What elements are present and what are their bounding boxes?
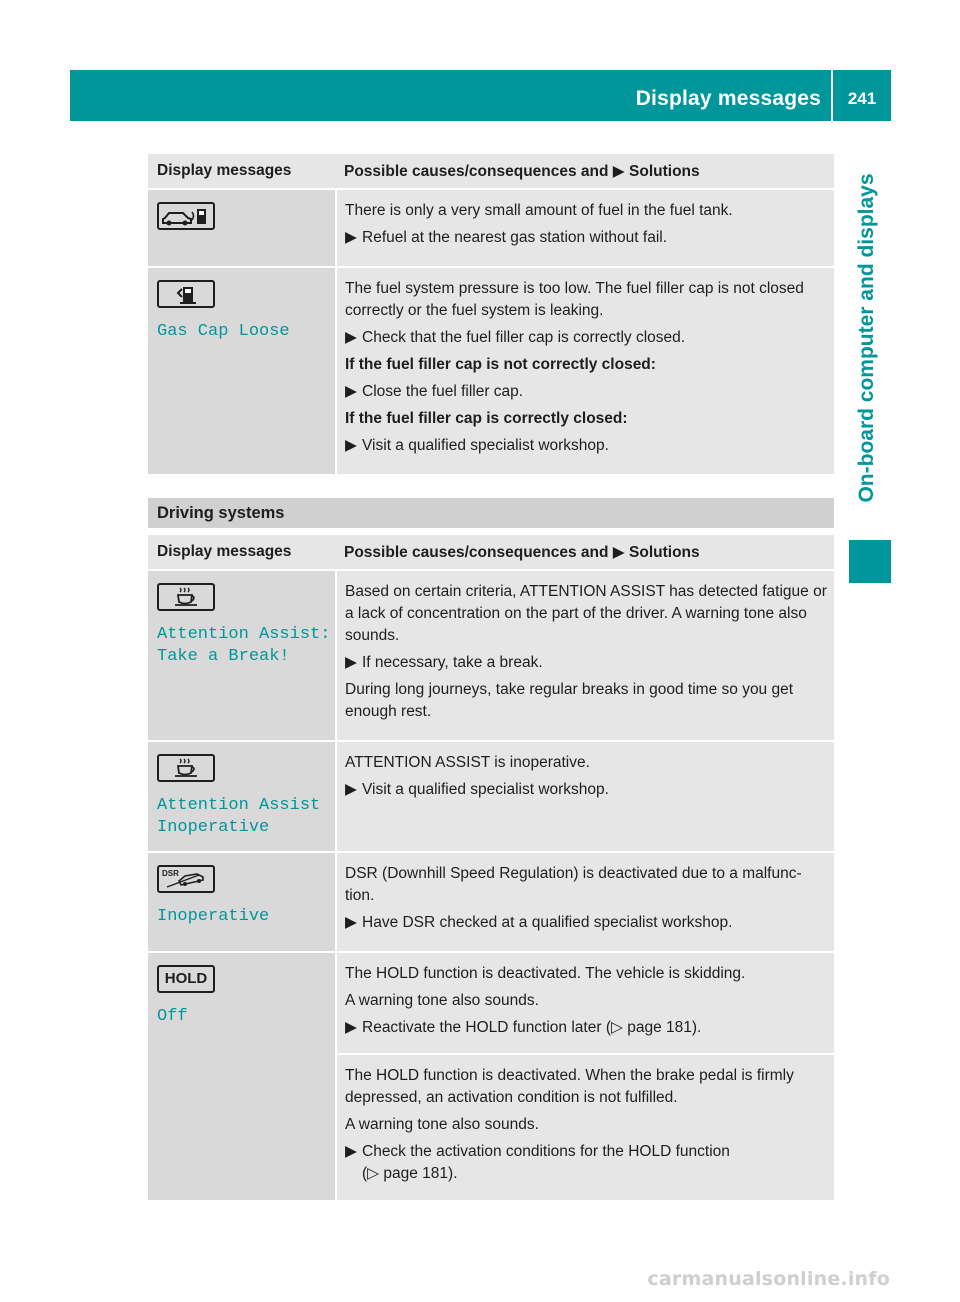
display-message: Inoperative xyxy=(157,907,270,926)
table-row: There is only a very small amount of fuel in the fuel tank. ▶ Refuel at the nearest gas station without fail. xyxy=(148,189,834,267)
side-chapter-tab xyxy=(849,142,891,535)
display-message: Attention Assist xyxy=(157,796,321,815)
display-message: Take a Break! xyxy=(157,647,290,666)
column-header-display-messages: Display messages xyxy=(148,535,336,570)
fuel-messages-table xyxy=(148,154,834,476)
condition-heading: If the fuel filler cap is not correctly closed: xyxy=(345,356,656,373)
dsr-icon-label: DSR xyxy=(162,869,179,878)
display-message: Inoperative xyxy=(157,818,270,837)
fuel-cap-icon xyxy=(157,280,215,308)
instruction-step: ▶ Refuel at the nearest gas station without fail. xyxy=(345,229,668,246)
instruction-step: ▶ If necessary, take a break. xyxy=(345,654,543,671)
table-row: Gas Cap Loose The fuel system pressure is too low. The fuel filler cap is not closed correctly or the fuel system is leaking. ▶ Check that the fuel filler cap is correctly closed. If the fuel filler cap is not correctly closed: ▶ Close the fuel filler cap. If the fuel filler cap is correctly closed: ▶ Visit a qualified specialist workshop. xyxy=(148,267,834,475)
table-row: Attention Assist Inoperative ATTENTION ASSIST is inoperative. ▶ Visit a qualified specialist workshop. xyxy=(148,741,834,852)
instruction-step: ▶ Have DSR checked at a qualified specialist workshop. xyxy=(345,914,733,931)
driving-systems-table xyxy=(148,535,834,1202)
column-header-causes: Possible causes/consequences and ▶ Solutions xyxy=(336,535,834,570)
column-header-display-messages: Display messages xyxy=(148,154,336,189)
display-message: Attention Assist: xyxy=(157,625,331,644)
instruction-step: ▶ Close the fuel filler cap. xyxy=(345,383,524,400)
watermark: carmanualsonline.info xyxy=(647,1268,890,1290)
table-header-row xyxy=(148,154,834,189)
coffee-cup-icon xyxy=(157,583,215,611)
hold-icon xyxy=(157,965,215,993)
page-number: 241 xyxy=(847,89,877,108)
row-divider xyxy=(337,1053,834,1055)
table-row: DSR Inoperative DSR (Downhill Speed Regulation) is deactivated due to a malfunc-tion. ▶ Have DSR checked at a qualified specialist workshop. xyxy=(148,852,834,952)
coffee-cup-icon xyxy=(157,754,215,782)
instruction-step: ▶ Visit a qualified specialist workshop. xyxy=(345,437,609,454)
instruction-step: ▶ Check that the fuel filler cap is correctly closed. xyxy=(345,329,686,346)
column-header-causes: Possible causes/consequences and ▶ Solutions xyxy=(336,154,834,189)
instruction-step: ▶ Visit a qualified specialist workshop. xyxy=(345,781,609,798)
section-title: Driving systems xyxy=(157,504,285,522)
triangle-icon: ▶ xyxy=(612,544,625,561)
table-row: HOLD Off The HOLD function is deactivated. The vehicle is skidding. A warning tone also sounds. ▶ Reactivate the HOLD function later (▷ page 181). The HOLD function is deactivated. When the brake pedal is firmly depressed, an activation condition is not fulfilled. A warning tone also sounds. ▶ Check the activation conditions for the HOLD function (▷ page 181). xyxy=(148,952,834,1201)
display-message: Off xyxy=(157,1007,188,1026)
low-fuel-icon xyxy=(157,202,215,230)
section-header xyxy=(148,498,834,528)
instruction-step: ▶ Reactivate the HOLD function later (▷ page 181). xyxy=(345,1019,702,1036)
dsr-icon xyxy=(157,865,215,893)
chapter-marker xyxy=(849,540,891,583)
triangle-icon: ▶ xyxy=(612,163,625,180)
page-title: Display messages xyxy=(635,87,821,110)
chapter-label: On-board computer and displays xyxy=(855,173,878,503)
instruction-step: ▶ Check the activation conditions for the HOLD function (▷ page 181). xyxy=(345,1143,730,1182)
table-row: Attention Assist: Take a Break! Based on certain criteria, ATTENTION ASSIST has detected fatigue or a lack of concentration on the part of the driver. A warning tone also sounds. ▶ If necessary, take a break. During long journeys, take regular breaks in good time so you get enough rest. xyxy=(148,570,834,741)
display-message: Gas Cap Loose xyxy=(157,322,290,341)
hold-icon-label: HOLD xyxy=(164,970,208,987)
table-header-row xyxy=(148,535,834,570)
condition-heading: If the fuel filler cap is correctly closed: xyxy=(345,410,628,427)
header-bar xyxy=(70,70,891,121)
